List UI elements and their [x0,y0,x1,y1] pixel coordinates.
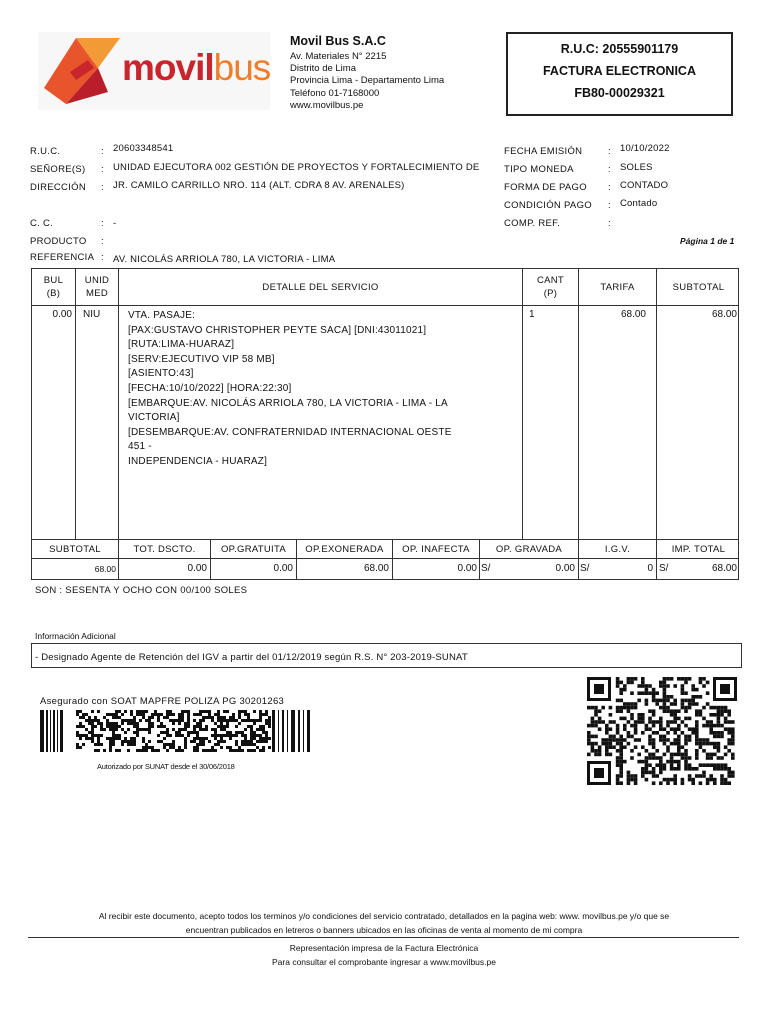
totals-header-total: IMP. TOTAL [671,544,726,555]
additional-info-title: Información Adicional [35,631,116,641]
detail-line: [SERV:EJECUTIVO VIP 58 MB] [128,353,275,365]
colon: : [101,182,104,193]
client-ruc-value: 20603348541 [113,143,174,154]
payment-form-label: FORMA DE PAGO [504,182,587,193]
payment-condition-value: Contado [620,198,658,209]
header-bul-line1: BUL [43,275,64,286]
row-detail [128,309,458,470]
logo-text-movil: movil [122,47,214,88]
issue-date-value: 10/10/2022 [620,143,670,154]
totals-value-free: 0.00 [273,563,293,574]
qr-code [587,677,737,785]
sunat-authorization: Autorizado por SUNAT desde el 30/06/2018 [97,762,235,771]
totals-value-taxed: 0.00 [555,563,575,574]
header-unid [76,274,118,300]
client-name-value: UNIDAD EJECUTORA 002 GESTIÓN DE PROYECTOS Y FORTALECIMIENTO DE [113,162,480,173]
client-ruc-label: R.U.C. [30,146,61,157]
totals-header-subtotal: SUBTOTAL [49,544,101,555]
amount-in-words: SON : SESENTA Y OCHO CON 00/100 SOLES [35,585,248,596]
currency-value: SOLES [620,162,653,173]
totals-value-igv: 0 [647,563,653,574]
header-tarifa: TARIFA [600,282,635,293]
logo-diamond-icon [38,32,122,110]
row-tarifa: 68.00 [620,309,646,320]
colon: : [101,236,104,247]
insurance-text: Asegurado con SOAT MAPFRE POLIZA PG 30201263 [40,696,285,707]
service-table [31,268,739,540]
terms-line-1: Al recibir este documento, acepto todos los terminos y/o condiciones del servicio contratado, detallados en la pagina web: www. movilbus.pe y/o que se [98,911,670,921]
client-address-value: JR. CAMILO CARRILLO NRO. 114 (ALT. CDRA 8 AV. ARENALES) [113,180,405,191]
header-bul [32,274,75,300]
totals-header-discount: TOT. DSCTO. [133,544,196,555]
company-name: Movil Bus S.A.C [290,34,386,48]
header-cant-line2: (P) [543,288,558,299]
detail-line: [ASIENTO:43] [128,368,194,380]
company-district: Distrito de Lima [290,63,356,75]
pdf417-barcode [40,710,312,752]
colon: : [608,200,611,211]
colon: : [101,252,104,263]
header-unid-line1: UNID [84,275,110,286]
company-address: Av. Materiales N° 2215 [290,51,387,62]
totals-header-igv: I.G.V. [604,544,631,555]
detail-line: INDEPENDENCIA - HUARAZ] [128,455,268,467]
terms-line-2: encuentran publicados en letreros o banners ubicados en las oficinas de venta al momento de mi compra [185,925,583,935]
client-cc-label: C. C. [30,218,54,229]
detail-line: [EMBARQUE:AV. NICOLÁS ARRIOLA 780, LA VICTORIA - LIMA - LA [128,397,448,409]
detail-line: [RUTA:LIMA-HUARAZ] [128,339,235,351]
client-product-label: PRODUCTO [30,236,87,247]
totals-value-exempt: 68.00 [363,563,389,574]
payment-condition-label: CONDICIÓN PAGO [504,200,592,211]
totals-header-unaffected: OP. INAFECTA [402,544,470,555]
column-divider [75,269,76,539]
column-divider [118,269,119,539]
footer-divider [28,937,739,938]
totals-value-subtotal: 68.00 [94,564,116,574]
header-subtotal: SUBTOTAL [672,282,725,293]
colon: : [101,218,104,229]
company-logo [38,32,270,110]
header-unid-line2: MED [85,288,108,299]
colon: : [101,146,104,157]
colon: : [608,146,611,157]
logo-text-bus: bus [213,47,271,88]
invoice-id-box [506,32,733,116]
comp-ref-label: COMP. REF. [504,218,561,229]
totals-header-free: OP.GRATUITA [220,544,287,555]
column-divider [522,269,523,539]
currency-symbol: S/ [580,563,590,574]
company-info [290,34,444,112]
colon: : [101,164,104,175]
detail-line: [PAX:GUSTAVO CHRISTOPHER PEYTE SACA] [DNI:43011021] [128,324,427,336]
colon: : [608,164,611,175]
logo-wordmark [122,48,270,88]
currency-symbol: S/ [659,563,669,574]
row-unid: NIU [83,309,101,320]
additional-info-box [31,643,742,668]
row-bul: 0.00 [52,309,72,320]
colon: : [608,182,611,193]
totals-value-discount: 0.00 [187,563,207,574]
page-indicator: Página 1 de 1 [680,236,735,246]
header-cant-line1: CANT [536,275,565,286]
company-web: www.movilbus.pe [290,99,364,111]
invoice-number: FB80-00029321 [574,86,665,100]
printed-representation: Representación impresa de la Factura Electrónica [289,943,479,953]
colon: : [608,218,611,229]
issue-date-label: FECHA EMISIÓN [504,146,583,157]
client-reference-label: REFERENCIA [30,252,95,263]
totals-header-exempt: OP.EXONERADA [305,544,384,555]
detail-line: VTA. PASAJE: [128,310,196,321]
header-bul-line2: (B) [46,288,61,299]
header-divider [32,305,738,306]
currency-label: TIPO MONEDA [504,164,574,175]
client-address-label: DIRECCIÓN [30,182,87,193]
client-name-label: SEÑORE(S) [30,164,86,175]
company-province: Provincia Lima - Departamento Lima [290,75,445,87]
invoice-type: FACTURA ELECTRONICA [542,64,696,78]
totals-value-unaffected: 0.00 [457,563,477,574]
row-subtotal: 68.00 [711,309,737,320]
consult-text: Para consultar el comprobante ingresar a www.movilbus.pe [272,957,496,967]
totals-table [31,540,739,580]
row-cant: 1 [529,309,535,320]
company-phone: Teléfono 01-7168000 [290,87,380,99]
client-cc-value: - [113,218,117,229]
detail-line: VICTORIA] [128,412,180,424]
header-detail: DETALLE DEL SERVICIO [262,282,379,293]
payment-form-value: CONTADO [620,180,669,191]
additional-info-text: - Designado Agente de Retención del IGV a partir del 01/12/2019 según R.S. N° 203-2019-SUNAT [35,652,468,663]
totals-value-total: 68.00 [711,563,737,574]
detail-line: [DESEMBARQUE:AV. CONFRATERNIDAD INTERNACIONAL OESTE 451 - [128,426,452,453]
totals-header-taxed: OP. GRAVADA [495,544,563,555]
header-cant [523,274,578,300]
detail-line: [FECHA:10/10/2022] [HORA:22:30] [128,382,292,394]
currency-symbol: S/ [481,563,491,574]
client-reference-value: AV. NICOLÁS ARRIOLA 780, LA VICTORIA - LIMA [113,254,336,265]
invoice-ruc: R.U.C: 20555901179 [560,42,679,56]
